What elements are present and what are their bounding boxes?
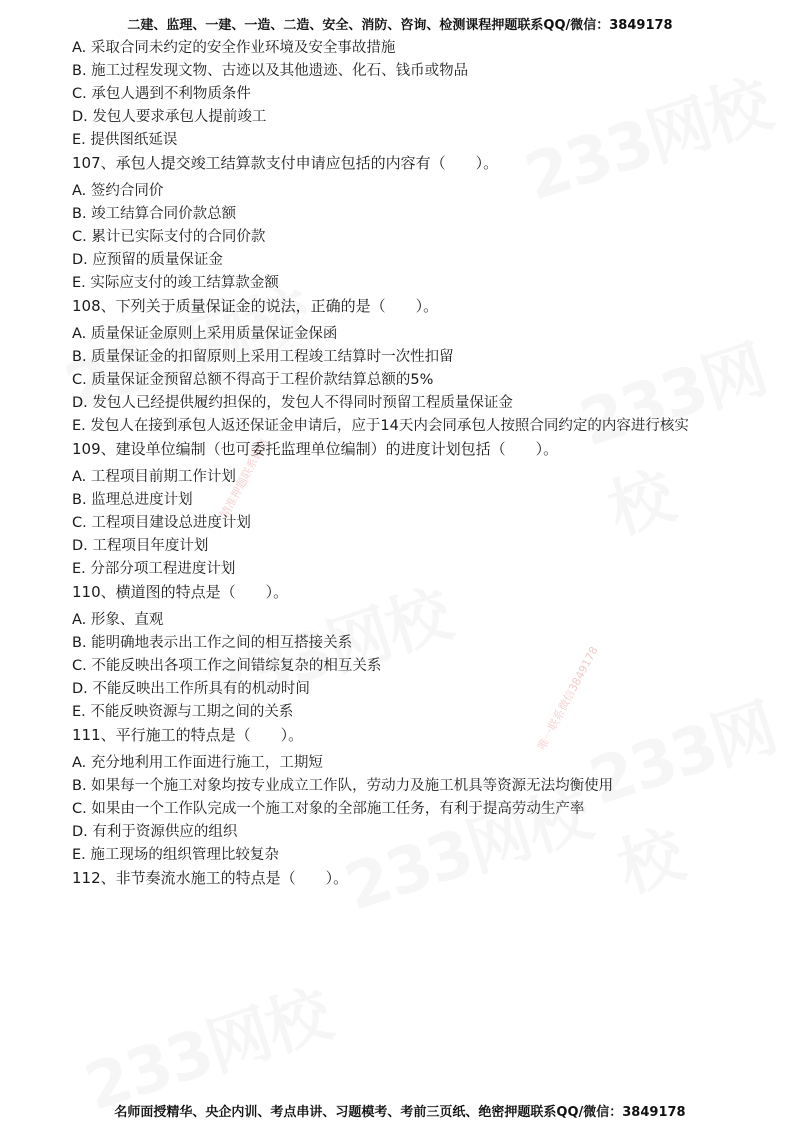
question-107 bbox=[72, 152, 737, 295]
question-title: 109、建设单位编制（也可委托监理单位编制）的进度计划包括（ ）。 bbox=[72, 440, 559, 458]
option-b: B. 竣工结算合同价款总额 bbox=[72, 206, 237, 222]
option-e: E. 施工现场的组织管理比较复杂 bbox=[72, 847, 279, 863]
question-110 bbox=[72, 581, 737, 724]
watermark-stamp: 唯一联系微信3849178 bbox=[535, 644, 601, 753]
question-112 bbox=[72, 867, 737, 890]
option-c: C. 如果由一个工作队完成一个施工对象的全部施工任务，有利于提高劳动生产率 bbox=[72, 801, 585, 817]
option-b: B. 如果每一个施工对象均按专业成立工作队，劳动力及施工机具等资源无法均衡使用 bbox=[72, 778, 614, 794]
question-108 bbox=[72, 295, 737, 438]
option-d: D. 不能反映出工作所具有的机动时间 bbox=[72, 681, 310, 697]
option-a: A. 采取合同未约定的安全作业环境及安全事故措施 bbox=[72, 40, 396, 56]
option-b: B. 能明确地表示出工作之间的相互搭接关系 bbox=[72, 635, 353, 651]
watermark-stamp: 精准押题联系微信 bbox=[218, 436, 271, 521]
option-e: E. 不能反映资源与工期之间的关系 bbox=[72, 704, 294, 720]
option-c: C. 承包人遇到不利物质条件 bbox=[72, 86, 251, 102]
question-title: 110、横道图的特点是（ ）。 bbox=[72, 583, 289, 601]
option-e: E. 提供图纸延误 bbox=[72, 132, 178, 148]
question-title: 111、平行施工的特点是（ ）。 bbox=[72, 726, 304, 744]
option-c: C. 质量保证金预留总额不得高于工程价款结算总额的5% bbox=[72, 372, 434, 388]
option-a: A. 签约合同价 bbox=[72, 183, 164, 199]
option-a: A. 质量保证金原则上采用质量保证金保函 bbox=[72, 326, 338, 342]
option-a: A. 工程项目前期工作计划 bbox=[72, 469, 236, 485]
option-a: A. 形象、直观 bbox=[72, 612, 164, 628]
page-header: 二建、监理、一建、一造、二造、安全、消防、咨询、检测课程押题联系QQ/微信：3849178 bbox=[127, 18, 673, 33]
question-title: 108、下列关于质量保证金的说法，正确的是（ ）。 bbox=[72, 297, 439, 315]
option-e: E. 发包人在接到承包人返还保证金申请后，应于14天内会同承包人按照合同约定的内容进行核实 bbox=[72, 418, 689, 434]
question-title: 112、非节奏流水施工的特点是（ ）。 bbox=[72, 869, 349, 887]
option-e: E. 实际应支付的竣工结算款金额 bbox=[72, 275, 279, 291]
question-title: 107、承包人提交竣工结算款支付申请应包括的内容有（ ）。 bbox=[72, 154, 499, 172]
intro-options bbox=[72, 37, 737, 152]
option-c: C. 累计已实际支付的合同价款 bbox=[72, 229, 266, 245]
option-d: D. 发包人已经提供履约担保的，发包人不得同时预留工程质量保证金 bbox=[72, 395, 513, 411]
option-c: C. 不能反映出各项工作之间错综复杂的相互关系 bbox=[72, 658, 382, 674]
option-d: D. 工程项目年度计划 bbox=[72, 538, 209, 554]
question-content bbox=[72, 37, 737, 895]
option-b: B. 施工过程发现文物、古迹以及其他遗迹、化石、钱币或物品 bbox=[72, 63, 469, 79]
option-b: B. 监理总进度计划 bbox=[72, 492, 193, 508]
option-b: B. 质量保证金的扣留原则上采用工程竣工结算时一次性扣留 bbox=[72, 349, 454, 365]
option-e: E. 分部分项工程进度计划 bbox=[72, 561, 236, 577]
option-d: D. 有利于资源供应的组织 bbox=[72, 824, 238, 840]
option-c: C. 工程项目建设总进度计划 bbox=[72, 515, 251, 531]
page-footer: 名师面授精华、央企内训、考点串讲、习题模考、考前三页纸、绝密押题联系QQ/微信：3849178 bbox=[114, 1105, 686, 1120]
option-d: D. 应预留的质量保证金 bbox=[72, 252, 223, 268]
option-d: D. 发包人要求承包人提前竣工 bbox=[72, 109, 267, 125]
option-a: A. 充分地利用工作面进行施工，工期短 bbox=[72, 755, 323, 771]
question-109 bbox=[72, 438, 737, 581]
question-111 bbox=[72, 724, 737, 867]
